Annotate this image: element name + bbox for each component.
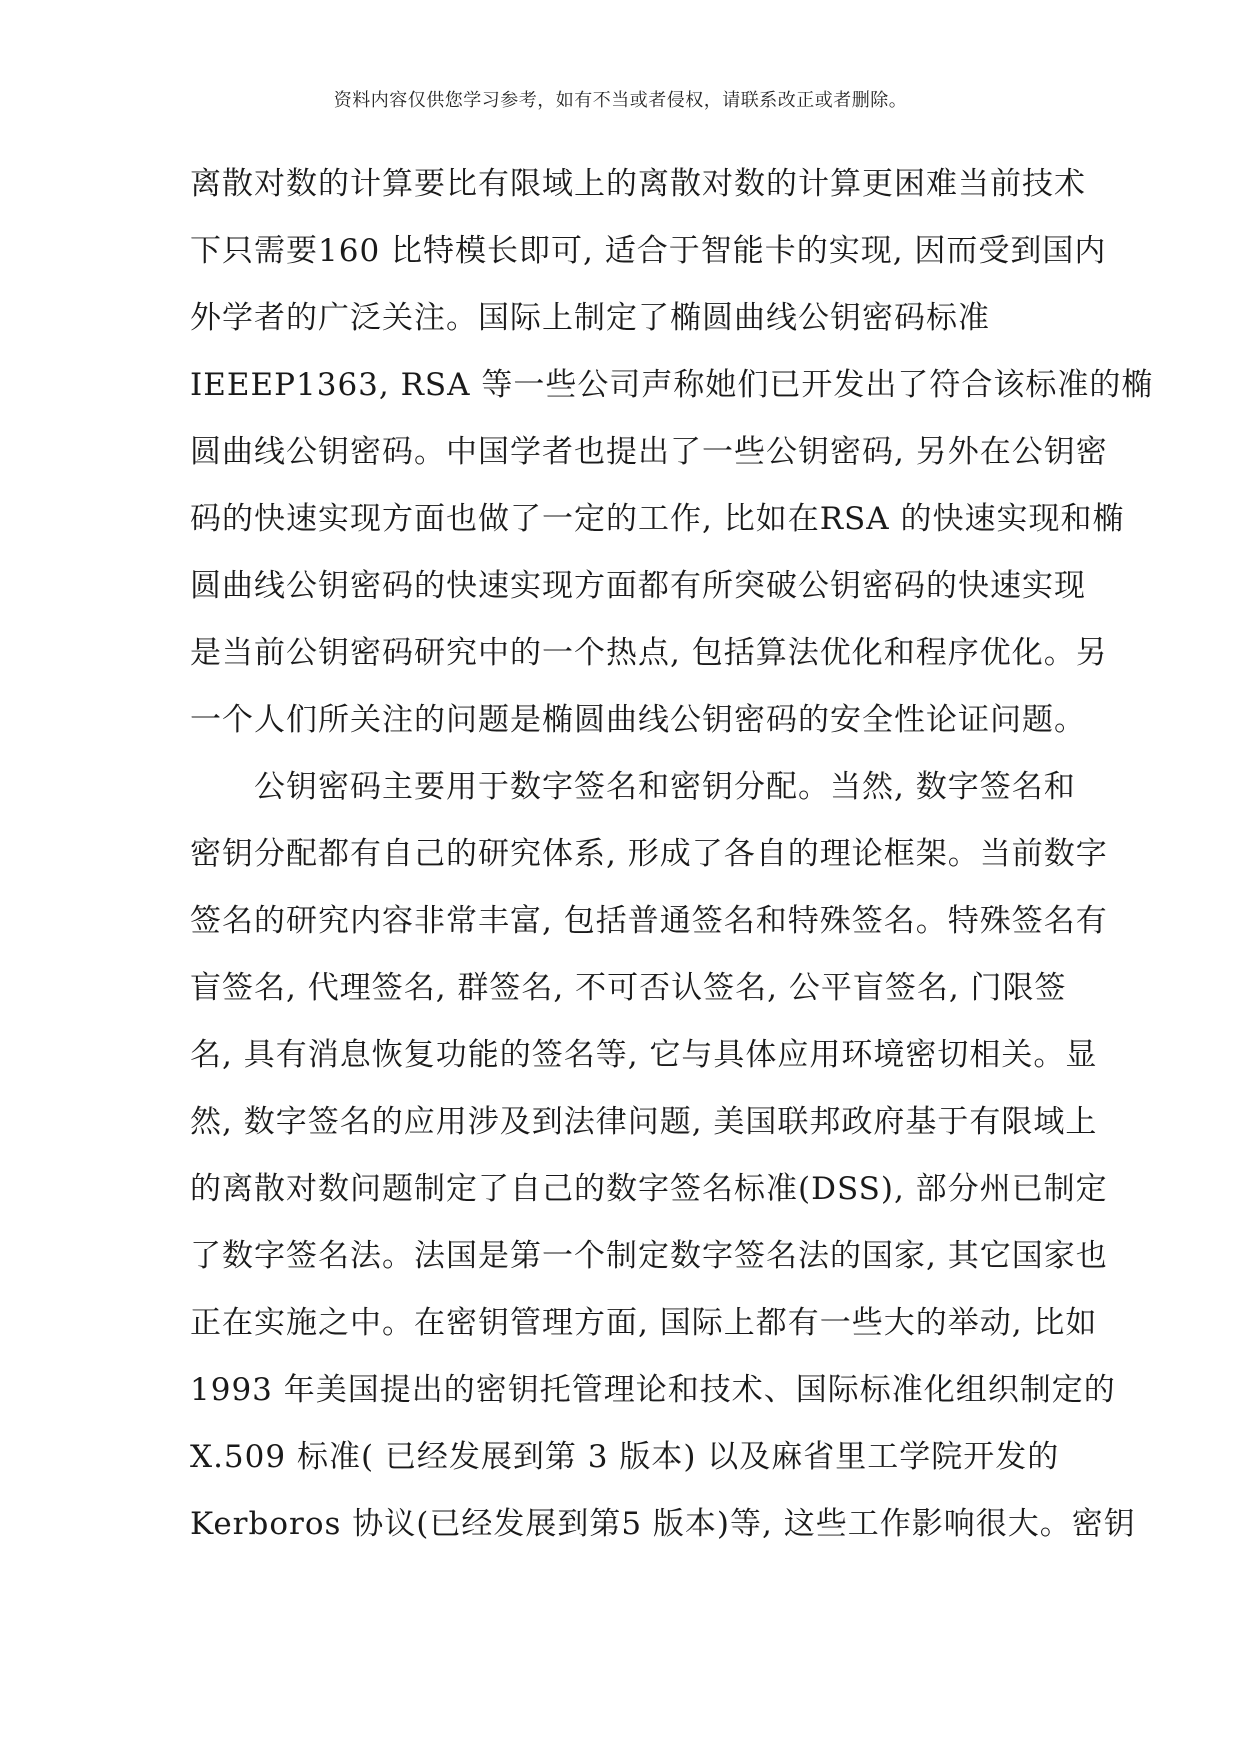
text-line: 密钥分配都有自己的研究体系, 形成了各自的理论框架。当前数字 xyxy=(190,836,1108,872)
text-line: 签名的研究内容非常丰富, 包括普通签名和特殊签名。特殊签名有 xyxy=(190,903,1108,939)
text-line: IEEEP1363, RSA 等一些公司声称她们已开发出了符合该标准的椭 xyxy=(190,367,1154,403)
document-body xyxy=(190,160,1154,1567)
text-line: 1993 年美国提出的密钥托管理论和技术、国际标准化组织制定的 xyxy=(190,1372,1116,1408)
text-line: 圆曲线公钥密码。中国学者也提出了一些公钥密码, 另外在公钥密 xyxy=(190,434,1108,470)
text-line: 盲签名, 代理签名, 群签名, 不可否认签名, 公平盲签名, 门限签 xyxy=(190,970,1067,1006)
text-line: 下只需要160 比特模长即可, 适合于智能卡的实现, 因而受到国内 xyxy=(190,233,1107,269)
text-line: 离散对数的计算要比有限域上的离散对数的计算更困难当前技术 xyxy=(190,166,1086,202)
header-disclaimer: 资料内容仅供您学习参考，如有不当或者侵权，请联系改正或者删除。 xyxy=(333,90,908,111)
text-line: 外学者的广泛关注。国际上制定了椭圆曲线公钥密码标准 xyxy=(190,300,990,336)
text-line: 正在实施之中。在密钥管理方面, 国际上都有一些大的举动, 比如 xyxy=(190,1305,1098,1341)
text-line: 一个人们所关注的问题是椭圆曲线公钥密码的安全性论证问题。 xyxy=(190,702,1086,738)
text-line: 公钥密码主要用于数字签名和密钥分配。当然, 数字签名和 xyxy=(190,769,1076,805)
text-line: 码的快速实现方面也做了一定的工作, 比如在RSA 的快速实现和椭 xyxy=(190,501,1125,537)
text-line: X.509 标准( 已经发展到第 3 版本) 以及麻省里工学院开发的 xyxy=(190,1439,1060,1475)
text-line: 了数字签名法。法国是第一个制定数字签名法的国家, 其它国家也 xyxy=(190,1238,1108,1274)
text-line: 是当前公钥密码研究中的一个热点, 包括算法优化和程序优化。另 xyxy=(190,635,1108,671)
text-line: 名, 具有消息恢复功能的签名等, 它与具体应用环境密切相关。显 xyxy=(190,1037,1098,1073)
text-line: 然, 数字签名的应用涉及到法律问题, 美国联邦政府基于有限域上 xyxy=(190,1104,1098,1140)
text-line: Kerboros 协议(已经发展到第5 版本)等, 这些工作影响很大。密钥 xyxy=(190,1506,1136,1542)
text-line: 圆曲线公钥密码的快速实现方面都有所突破公钥密码的快速实现 xyxy=(190,568,1086,604)
text-line: 的离散对数问题制定了自己的数字签名标准(DSS), 部分州已制定 xyxy=(190,1171,1108,1207)
